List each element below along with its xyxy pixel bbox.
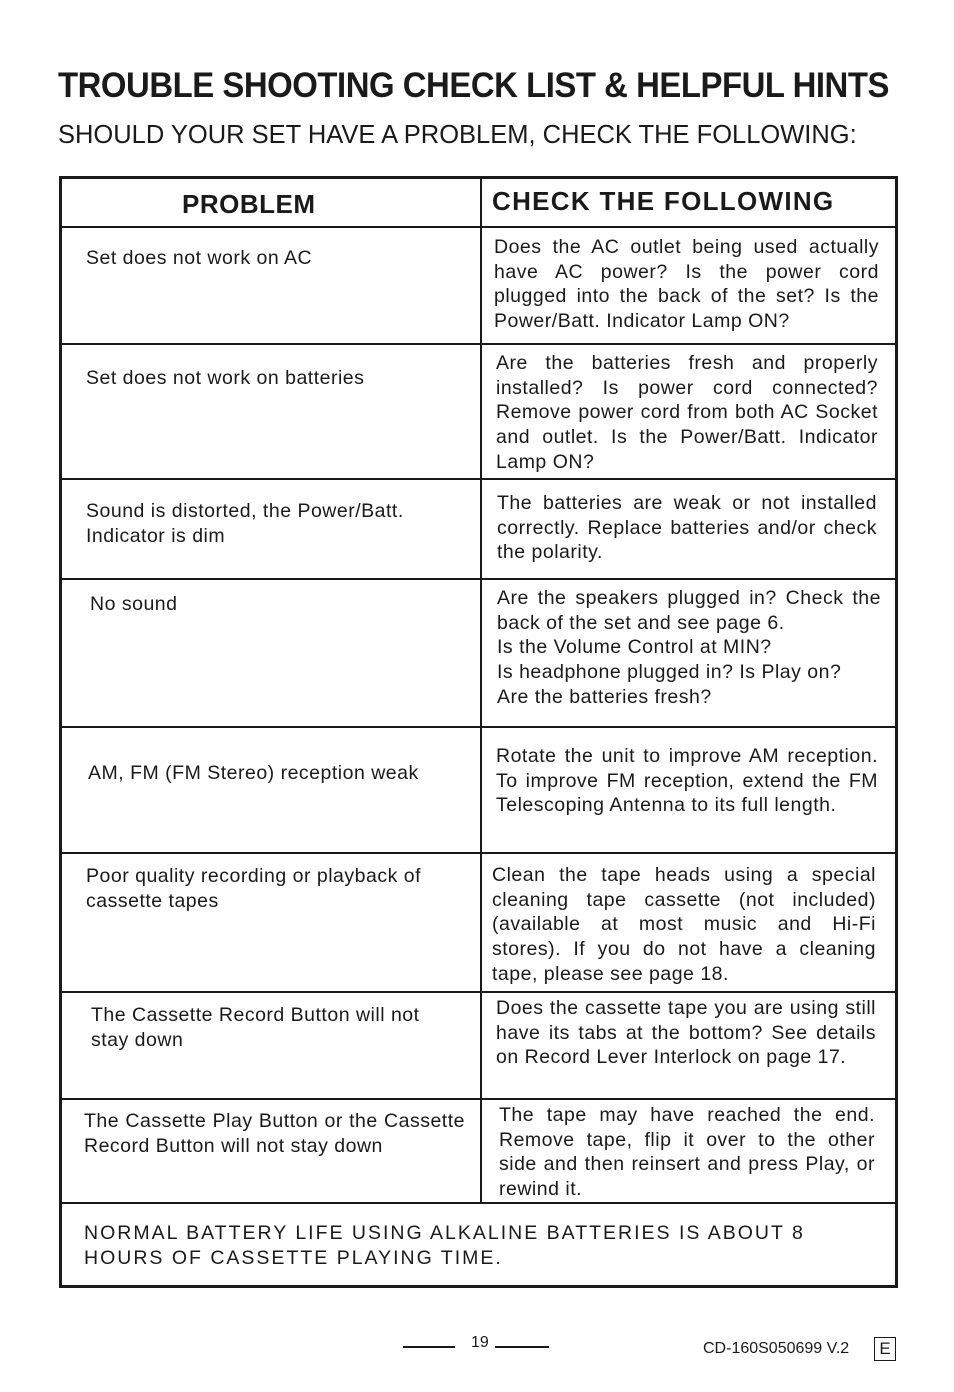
model-code: CD-160S050699 V.2 bbox=[703, 1340, 850, 1357]
check-cell: Clean the tape heads using a special cleaning tape cassette (not included) (available at most music and Hi-Fi stores). If you do not have a cleaning tape, please see page 18. bbox=[492, 864, 876, 985]
row-divider bbox=[62, 226, 895, 228]
check-cell: Rotate the unit to improve AM reception. To improve FM reception, extend the FM Telescoping Antenna to its full length. bbox=[496, 745, 878, 817]
row-divider bbox=[62, 852, 895, 854]
check-cell: Does the AC outlet being used actually have AC power? Is the power cord plugged into the back of the set? Is the Power/Batt. Indicator Lamp ON? bbox=[494, 236, 879, 333]
column-divider bbox=[480, 179, 482, 1204]
row-divider bbox=[62, 343, 895, 345]
row-divider bbox=[62, 578, 895, 580]
header-problem: PROBLEM bbox=[182, 189, 316, 219]
check-cell: Does the cassette tape you are using still have its tabs at the bottom? See details on Record Lever Interlock on page 17. bbox=[496, 997, 876, 1069]
check-cell bbox=[497, 586, 881, 710]
problem-cell: AM, FM (FM Stereo) reception weak bbox=[88, 762, 419, 784]
page-number-dash bbox=[495, 1346, 549, 1348]
problem-cell: Set does not work on batteries bbox=[86, 367, 365, 389]
check-cell: The tape may have reached the end. Remove tape, flip it over to the other side and then reinsert and press Play, or rewind it. bbox=[499, 1104, 875, 1201]
row-divider bbox=[62, 726, 895, 728]
check-line: Is the Volume Control at MIN? bbox=[497, 636, 772, 659]
row-divider bbox=[62, 991, 895, 993]
check-line: Is headphone plugged in? Is Play on? bbox=[497, 661, 842, 684]
page-number-dash bbox=[403, 1346, 455, 1348]
header-check: CHECK THE FOLLOWING bbox=[492, 186, 835, 216]
problem-cell: No sound bbox=[90, 593, 178, 615]
page-title: TROUBLE SHOOTING CHECK LIST & HELPFUL HINTS bbox=[58, 66, 889, 105]
row-divider bbox=[62, 1202, 895, 1204]
check-line: Are the speakers plugged in? Check the back of the set and see page 6. bbox=[497, 587, 881, 634]
problem-cell: Sound is distorted, the Power/Batt. Indicator is dim bbox=[86, 500, 404, 547]
language-tag: E bbox=[874, 1337, 896, 1361]
battery-life-note: NORMAL BATTERY LIFE USING ALKALINE BATTERIES IS ABOUT 8 HOURS OF CASSETTE PLAYING TIME. bbox=[84, 1222, 805, 1269]
check-cell: The batteries are weak or not installed correctly. Replace batteries and/or check the polarity. bbox=[497, 492, 877, 564]
troubleshooting-table bbox=[59, 176, 898, 1288]
check-line: Are the batteries fresh? bbox=[497, 685, 712, 708]
problem-cell: The Cassette Play Button or the Cassette Record Button will not stay down bbox=[84, 1110, 465, 1157]
page-number bbox=[403, 1334, 549, 1354]
page-subtitle: SHOULD YOUR SET HAVE A PROBLEM, CHECK THE FOLLOWING: bbox=[58, 121, 857, 149]
row-divider bbox=[62, 1098, 895, 1100]
problem-cell: Poor quality recording or playback of cassette tapes bbox=[86, 865, 422, 912]
check-cell: Are the batteries fresh and properly installed? Is power cord connected? Remove power cord from both AC Socket and outlet. Is the Power/Batt. Indicator Lamp ON? bbox=[496, 352, 878, 473]
row-divider bbox=[62, 478, 895, 480]
page-number-text: 19 bbox=[471, 1334, 489, 1351]
problem-cell: Set does not work on AC bbox=[86, 247, 313, 269]
problem-cell: The Cassette Record Button will not stay down bbox=[91, 1004, 420, 1051]
